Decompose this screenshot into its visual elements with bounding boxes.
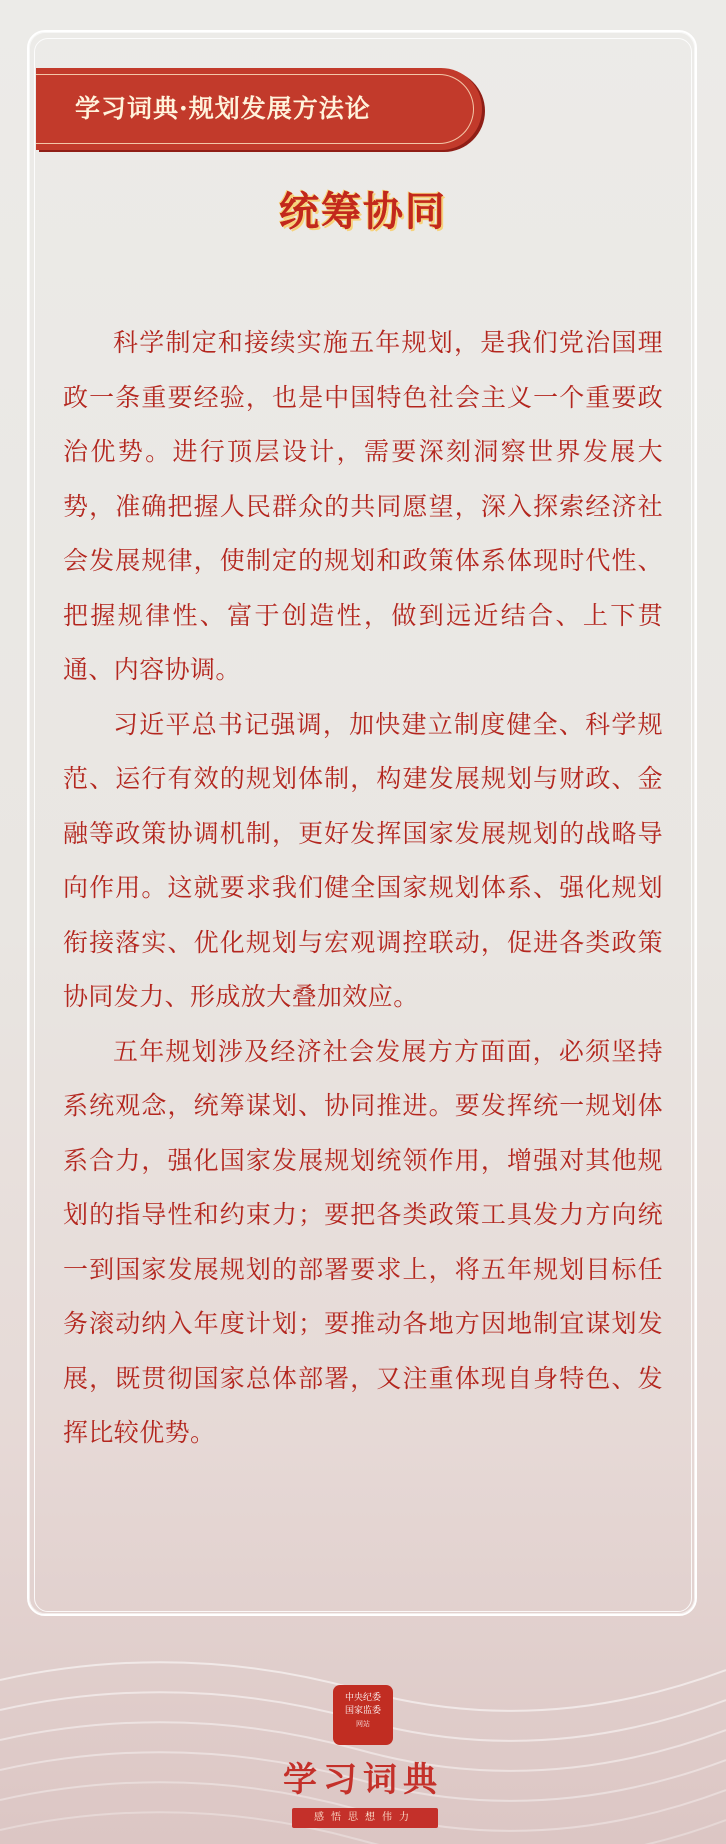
brand-slogan: 感悟思想伟力 xyxy=(292,1808,438,1828)
header-banner-label: 学习词典·规划发展方法论 xyxy=(75,94,371,123)
article-body xyxy=(63,316,663,1461)
page-title: 统筹协同 xyxy=(279,188,447,235)
seal-line-1: 中央纪委 xyxy=(344,1693,381,1703)
paragraph-2: 习近平总书记强调，加快建立制度健全、科学规范、运行有效的规划体制，构建发展规划与财政、金融等政策协调机制，更好发挥国家发展规划的战略导向作用。这就要求我们健全国家规划体系、强化规划衔接落实、优化规划与宏观调控联动，促进各类政策协同发力、形成放大叠加效应。 xyxy=(63,709,663,1011)
brand-wordmark: 学习词典 xyxy=(283,1760,443,1800)
paragraph-1: 科学制定和接续实施五年规划，是我们党治国理政一条重要经验，也是中国特色社会主义一个重要政治优势。进行顶层设计，需要深刻洞察世界发展大势，准确把握人民群众的共同愿望，深入探索经济社会发展规律，使制定的规划和政策体系体现时代性、把握规律性、富于创造性，做到远近结合、上下贯通、内容协调。 xyxy=(63,328,663,684)
seal-line-2: 国家监委 xyxy=(344,1706,381,1716)
paragraph-3: 五年规划涉及经济社会发展方方面面，必须坚持系统观念，统筹谋划、协同推进。要发挥统一规划体系合力，强化国家发展规划统领作用，增强对其他规划的指导性和约束力；要把各类政策工具发力方向统一到国家发展规划的部署要求上，将五年规划目标任务滚动纳入年度计划；要推动各地方因地制宜谋划发展，既贯彻国家总体部署，又注重体现自身特色、发挥比较优势。 xyxy=(63,1036,663,1447)
seal-line-3: 网站 xyxy=(356,1720,370,1728)
ccdi-seal-logo xyxy=(333,1685,393,1745)
